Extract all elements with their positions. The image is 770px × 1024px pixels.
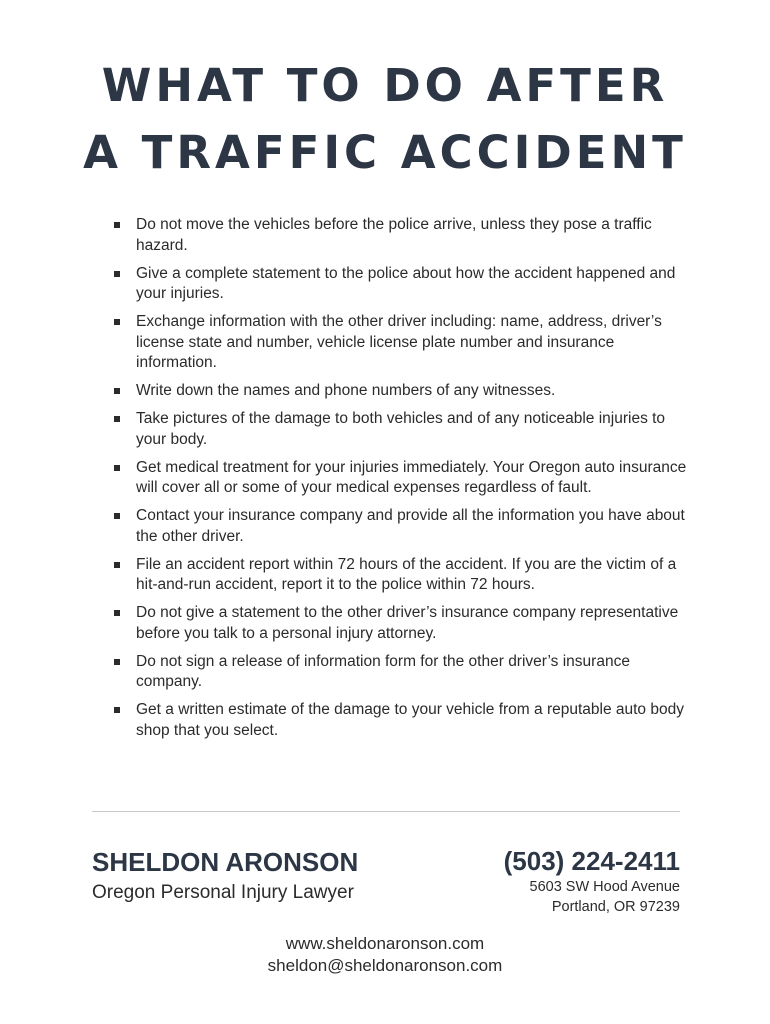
title-line-1: WHAT TO DO AFTER: [101, 59, 669, 112]
list-item: [112, 603, 692, 644]
tip-text: Take pictures of the damage to both vehicles and of any noticeable injuries to your body.: [136, 410, 666, 448]
list-item: [112, 458, 692, 499]
contact-info: [0, 933, 770, 977]
address-city: Portland, OR 97239: [551, 899, 680, 915]
phone-number: (503) 224-2411: [503, 846, 680, 876]
tip-text: Do not give a statement to the other driver’s insurance company representative before you talk to a personal injury attorney.: [136, 604, 679, 642]
square-bullet-icon: [114, 707, 120, 713]
list-item: [112, 264, 692, 305]
tip-text: File an accident report within 72 hours of the accident. If you are the victim of a hit-and-run accident, report it to the police within 72 hours.: [136, 555, 677, 593]
square-bullet-icon: [114, 271, 120, 277]
lawyer-name: SHELDON ARONSON: [92, 847, 359, 877]
square-bullet-icon: [114, 610, 120, 616]
tip-text: Exchange information with the other driver including: name, address, driver’s license state and number, vehicle license plate number and insurance information.: [136, 313, 662, 371]
list-item: [112, 409, 692, 450]
square-bullet-icon: [114, 659, 120, 665]
list-item: [112, 555, 692, 596]
tip-text: Get a written estimate of the damage to your vehicle from a reputable auto body shop that you select.: [136, 701, 684, 739]
square-bullet-icon: [114, 416, 120, 422]
list-item: [112, 700, 692, 741]
address-street: 5603 SW Hood Avenue: [529, 879, 680, 895]
list-item: [112, 506, 692, 547]
lawyer-tagline: Oregon Personal Injury Lawyer: [92, 882, 354, 903]
tip-text: Get medical treatment for your injuries immediately. Your Oregon auto insurance will cover all or some of your medical expenses regardless of fault.: [136, 458, 687, 496]
square-bullet-icon: [114, 562, 120, 568]
title-line-2: A TRAFFIC ACCIDENT: [83, 126, 687, 179]
tip-text: Contact your insurance company and provide all the information you have about the other driver.: [136, 507, 685, 545]
square-bullet-icon: [114, 222, 120, 228]
footer-divider: [92, 811, 680, 812]
list-item: [112, 652, 692, 693]
list-item: [112, 312, 692, 374]
email-text: sheldon@sheldonaronson.com: [267, 956, 503, 975]
website-text: www.sheldonaronson.com: [285, 934, 485, 953]
page-title: [0, 52, 770, 186]
office-address: [530, 877, 680, 917]
tip-text: Do not sign a release of information form for the other driver’s insurance company.: [136, 652, 630, 690]
list-item: [112, 215, 692, 256]
square-bullet-icon: [114, 319, 120, 325]
list-item: [112, 381, 692, 402]
tip-text: Do not move the vehicles before the police arrive, unless they pose a traffic hazard.: [136, 216, 652, 254]
tip-text: Give a complete statement to the police about how the accident happened and your injuries.: [136, 264, 676, 302]
square-bullet-icon: [114, 465, 120, 471]
tips-list: [112, 215, 692, 749]
square-bullet-icon: [114, 388, 120, 394]
tip-text: Write down the names and phone numbers of any witnesses.: [136, 382, 556, 399]
square-bullet-icon: [114, 513, 120, 519]
